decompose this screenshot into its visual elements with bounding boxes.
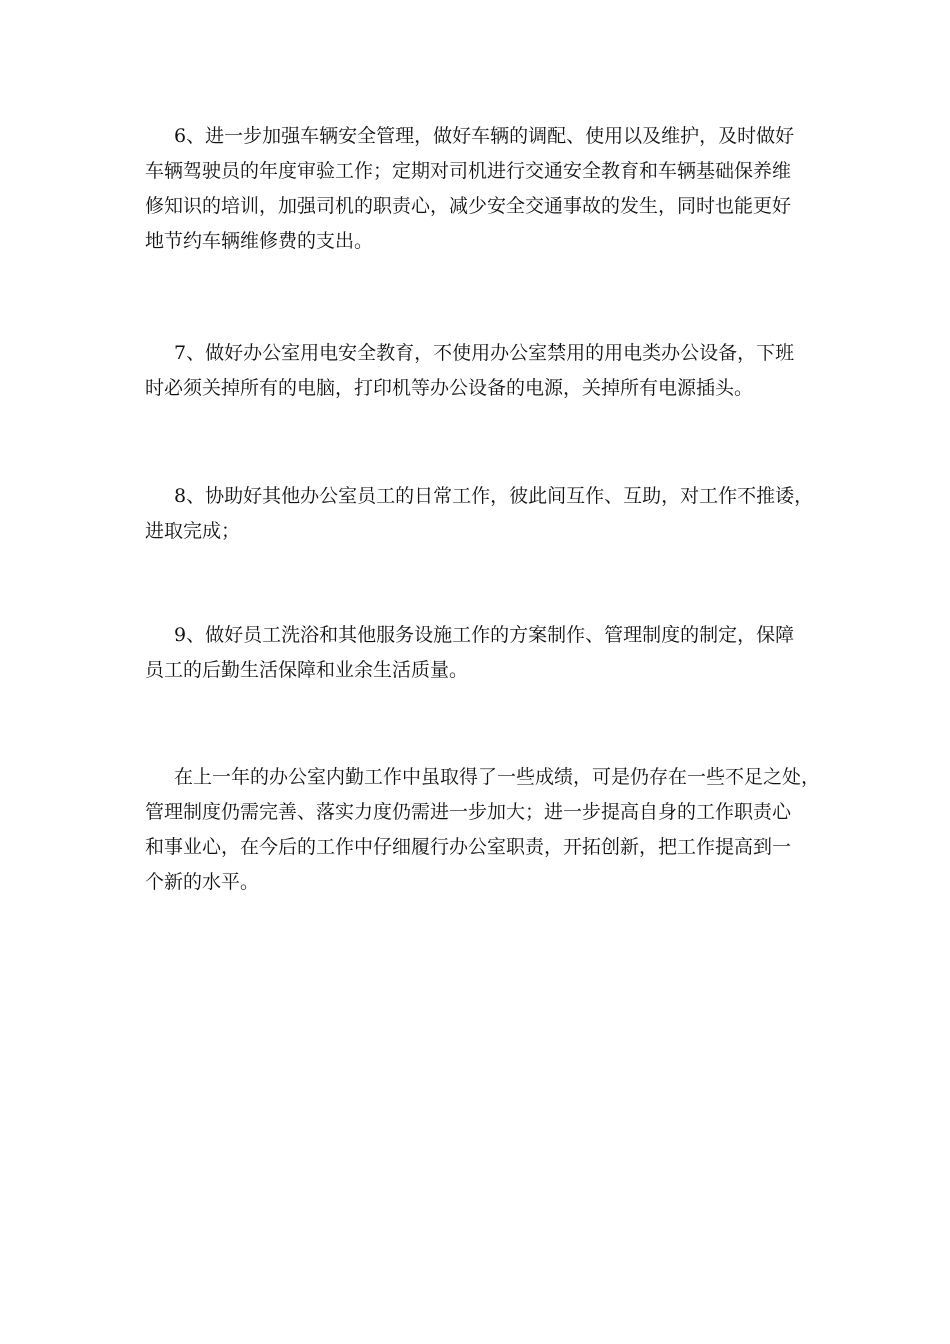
paragraph-line: 员工的后勤生活保障和业余生活质量。 [145, 659, 469, 681]
paragraph-line: 地节约车辆维修费的支出。 [145, 230, 374, 252]
paragraph-line: 车辆驾驶员的年度审验工作；定期对司机进行交通安全教育和车辆基础保养维 [145, 160, 792, 182]
paragraph-line: 6、进一步加强车辆安全管理，做好车辆的调配、使用以及维护，及时做好 [174, 125, 795, 147]
paragraph-line: 个新的水平。 [145, 871, 260, 893]
paragraph-line: 9、做好员工洗浴和其他服务设施工作的方案制作、管理制度的制定，保障 [174, 624, 795, 646]
paragraph-line: 管理制度仍需完善、落实力度仍需进一步加大；进一步提高自身的工作职责心 [145, 801, 792, 823]
paragraph-line: 修知识的培训，加强司机的职责心，减少安全交通事故的发生，同时也能更好 [145, 195, 792, 217]
paragraph-line: 时必须关掉所有的电脑，打印机等办公设备的电源，关掉所有电源插头。 [145, 377, 754, 399]
paragraph-line: 7、做好办公室用电安全教育，不使用办公室禁用的用电类办公设备，下班 [174, 342, 795, 364]
paragraph-line: 进取完成； [145, 520, 241, 542]
paragraph-line: 在上一年的办公室内勤工作中虽取得了一些成绩，可是仍存在一些不足之处， [174, 766, 821, 788]
paragraph-line: 8、协助好其他办公室员工的日常工作，彼此间互作、互助，对工作不推诿， [174, 485, 814, 507]
paragraph-line: 和事业心，在今后的工作中仔细履行办公室职责，开拓创新，把工作提高到一 [145, 836, 792, 858]
